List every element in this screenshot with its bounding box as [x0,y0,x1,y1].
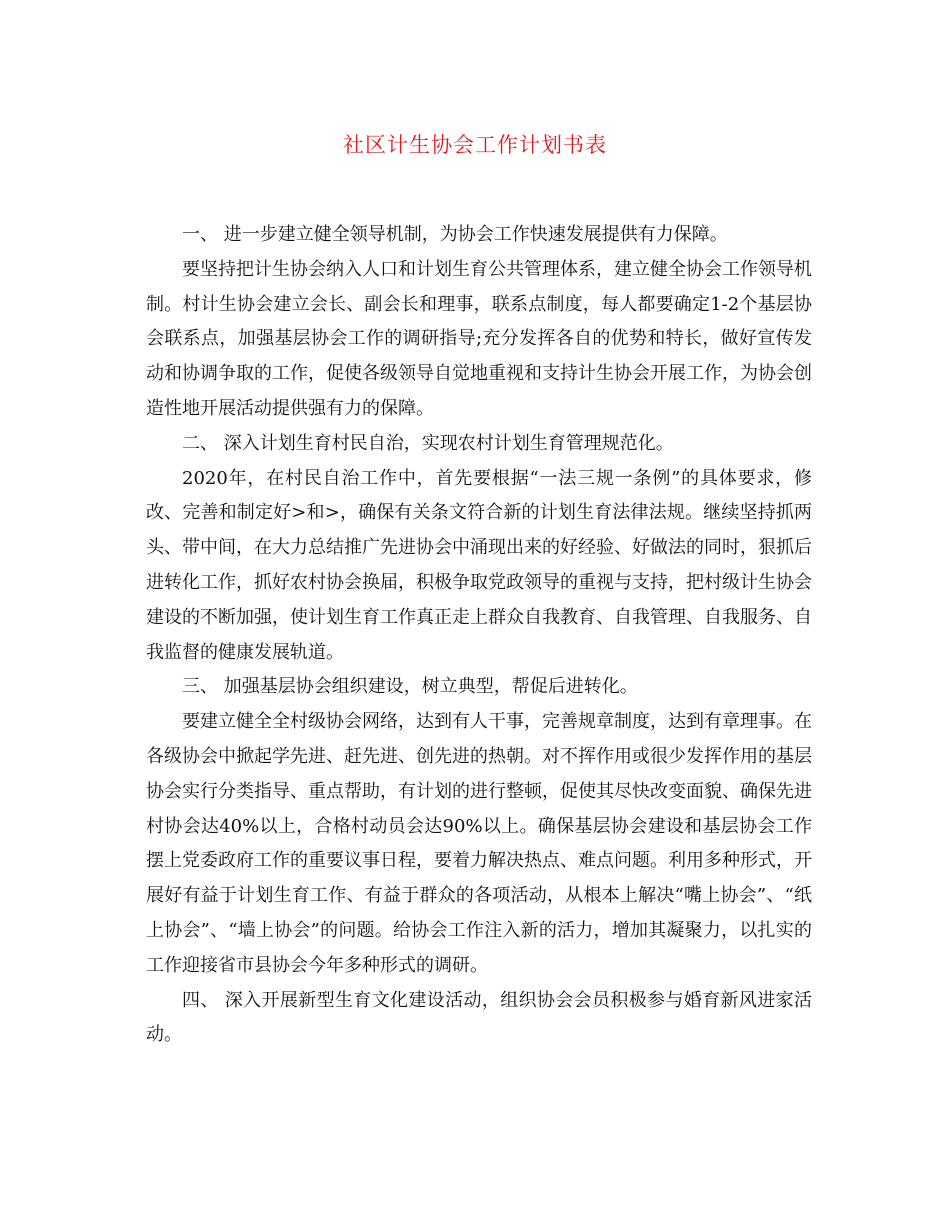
document-body [146,218,812,1053]
paragraph-heading-2: 二、 深入计划生育村民自治，实现农村计划生育管理规范化。 [182,432,674,454]
paragraph-body-1: 要坚持把计生协会纳入人口和计划生育公共管理体系，建立健全协会工作领导机制。村计生协会建立会长、副会长和理事，联系点制度，每人都要确定1-2个基层协会联系点，加强基层协会工作的调研指导;充分发挥各自的优势和特长，做好宣传发动和协调争取的工作，促使各级领导自觉地重视和支持计生协会开展工作，为协会创造性地开展活动提供强有力的保障。 [146,258,812,419]
paragraph-heading-4: 四、 深入开展新型生育文化建设活动，组织协会会员积极参与婚育新风进家活动。 [146,989,812,1046]
paragraph-body-2: 2020年，在村民自治工作中，首先要根据“一法三规一条例”的具体要求，修改、完善和制定好>和>，确保有关条文符合新的计划生育法律法规。继续坚持抓两头、带中间，在大力总结推广先进协会中涌现出来的好经验、好做法的同时，狠抓后进转化工作，抓好农村协会换届，积极争取党政领导的重视与支持，把村级计生协会建设的不断加强，使计划生育工作真正走上群众自我教育、自我管理、自我服务、自我监督的健康发展轨道。 [146,467,812,663]
paragraph-heading-3: 三、 加强基层协会组织建设，树立典型，帮促后进转化。 [182,676,638,698]
paragraph-heading-1: 一、 进一步建立健全领导机制，为协会工作快速发展提供有力保障。 [182,224,728,245]
paragraph-body-3: 要建立健全全村级协会网络，达到有人干事，完善规章制度，达到有章理事。在各级协会中掀起学先进、赶先进、创先进的热朝。对不挥作用或很少发挥作用的基层协会实行分类指导、重点帮助，有计划的进行整顿，促使其尽快改变面貌、确保先进村协会达40%以上，合格村动员会达90%以上。确保基层协会建设和基层协会工作摆上党委政府工作的重要议事日程，要着力解决热点、难点问题。利用多种形式，开展好有益于计划生育工作、有益于群众的各项活动，从根本上解决“嘴上协会”、“纸上协会”、“墙上协会”的问题。给协会工作注入新的活力，增加其凝聚力，以扎实的工作迎接省市县协会今年多种形式的调研。 [146,711,812,976]
document-title: 社区计生协会工作计划书表 [343,133,607,157]
